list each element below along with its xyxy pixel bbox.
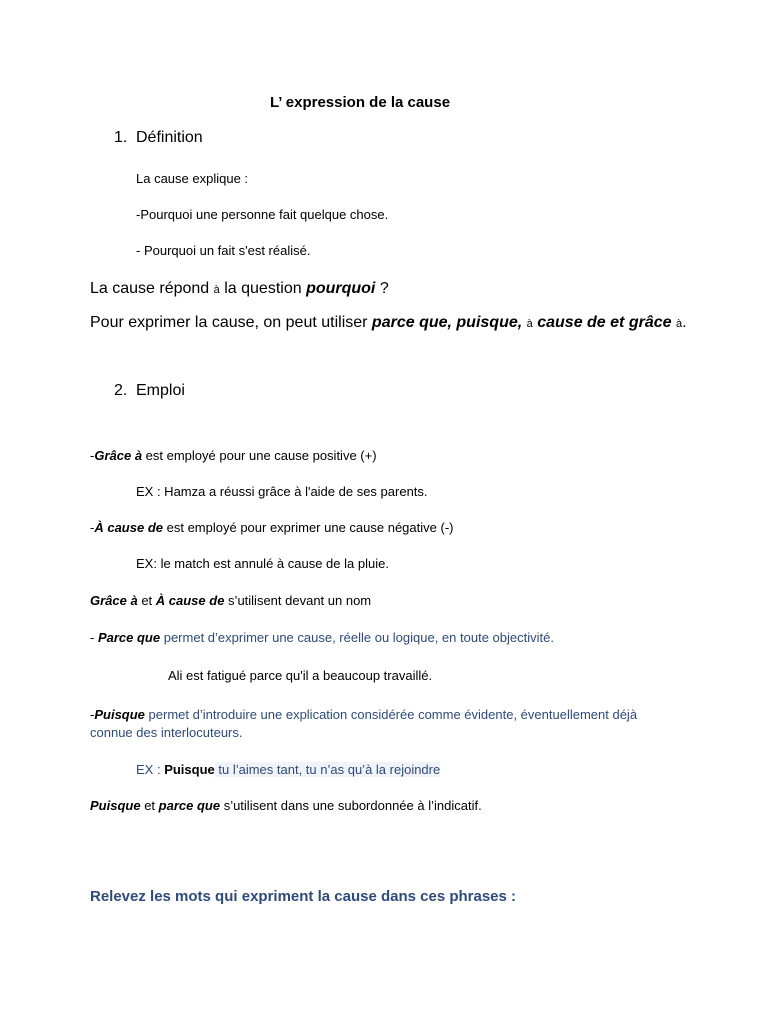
text: EX : bbox=[136, 762, 165, 777]
keyword: Puisque bbox=[90, 798, 141, 813]
section-heading-definition bbox=[114, 129, 203, 147]
keyword: Puisque bbox=[94, 707, 145, 722]
grace-example: EX : Hamza a réussi grâce à l'aide de ses parents. bbox=[136, 484, 428, 499]
section-label: Définition bbox=[136, 129, 203, 146]
parceque-rule bbox=[90, 630, 554, 645]
keyword: À cause de bbox=[94, 520, 163, 535]
text: s’utilisent dans une subordonnée à l’indicatif. bbox=[220, 798, 482, 813]
text: - bbox=[90, 448, 95, 463]
text: est employé pour une cause positive (+) bbox=[142, 448, 377, 463]
keyword: parce que bbox=[158, 798, 221, 813]
text: à bbox=[213, 284, 220, 296]
text: La cause répond bbox=[90, 280, 214, 297]
text: - bbox=[90, 520, 95, 535]
parceque-example: Ali est fatigué parce qu'il a beaucoup travaillé. bbox=[168, 668, 433, 683]
acause-example: EX: le match est annulé à cause de la pluie. bbox=[136, 556, 389, 571]
definition-item-2: - Pourquoi un fait s'est réalisé. bbox=[136, 243, 311, 258]
text: tu l’aimes tant, tu n’as qu’à la rejoindre bbox=[214, 762, 441, 777]
subordonnee-rule bbox=[90, 798, 482, 813]
keyword: Parce que bbox=[97, 630, 161, 645]
cause-question-line bbox=[90, 280, 389, 298]
text: est employé pour exprimer une cause négative (-) bbox=[163, 520, 454, 535]
text: permet d’exprimer une cause, réelle ou logique, en toute objectivité. bbox=[160, 630, 554, 645]
puisque-rule bbox=[90, 706, 680, 742]
section-number: 2. bbox=[114, 382, 128, 399]
keyword: cause de et grâce bbox=[537, 314, 672, 331]
keyword: À cause de bbox=[155, 593, 225, 608]
keyword: Grâce à bbox=[90, 593, 138, 608]
text: permet d’introduire une explication considérée comme évidente, éventuellement déjà connue des interlocuteurs. bbox=[90, 707, 638, 740]
text: à bbox=[675, 318, 683, 330]
definition-intro: La cause explique : bbox=[136, 171, 249, 186]
text: ? bbox=[375, 280, 389, 297]
text: . bbox=[682, 314, 687, 331]
text: et bbox=[140, 798, 159, 813]
nom-rule bbox=[90, 593, 371, 608]
grace-rule bbox=[90, 448, 377, 463]
acause-rule bbox=[90, 520, 453, 535]
keyword: Grâce à bbox=[94, 448, 143, 463]
puisque-example bbox=[136, 762, 440, 777]
exercise-heading: Relevez les mots qui expriment la cause dans ces phrases : bbox=[90, 888, 517, 905]
keyword: parce que, puisque, bbox=[371, 314, 523, 331]
section-number: 1. bbox=[114, 129, 128, 146]
text: à bbox=[526, 318, 533, 330]
text: - bbox=[90, 630, 98, 645]
definition-item-1: -Pourquoi une personne fait quelque chose. bbox=[136, 207, 389, 222]
keyword: Puisque bbox=[164, 762, 215, 777]
cause-expression-line bbox=[90, 314, 687, 332]
keyword: pourquoi bbox=[306, 280, 376, 297]
text: Pour exprimer la cause, on peut utiliser bbox=[90, 314, 372, 331]
text: s’utilisent devant un nom bbox=[224, 593, 372, 608]
text: la question bbox=[219, 280, 307, 297]
text: - bbox=[90, 707, 95, 722]
section-heading-emploi bbox=[114, 382, 185, 400]
section-label: Emploi bbox=[136, 382, 185, 399]
text: et bbox=[137, 593, 156, 608]
page-title: L’ expression de la cause bbox=[269, 94, 451, 111]
